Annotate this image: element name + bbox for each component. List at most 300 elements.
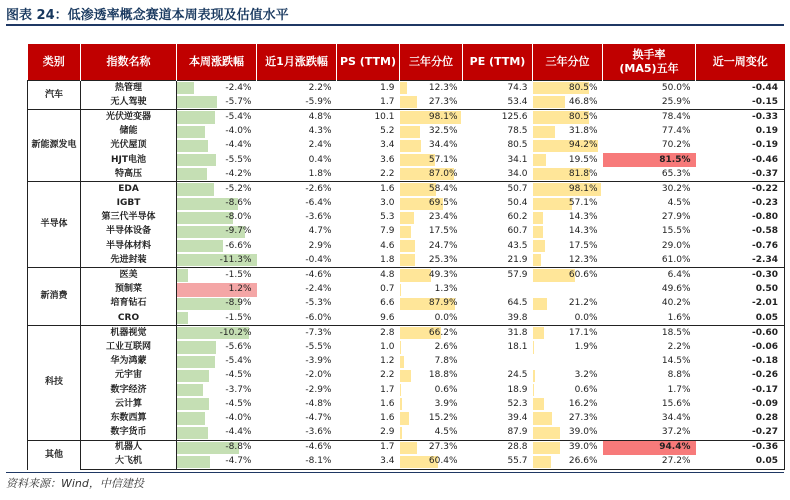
monthly-return-cell: -4.7% [305, 412, 332, 423]
pe-percentile-cell [533, 340, 603, 354]
ps-cell: 1.0 [380, 341, 395, 352]
weekly-return-value: -1.5% [225, 270, 252, 281]
pe-percentile-cell-value: 12.3% [568, 254, 598, 265]
pe-percentile-cell-value: 27.3% [568, 412, 598, 423]
index-name-cell: EDA [81, 182, 177, 197]
weekly-change-cell: -0.36 [696, 440, 785, 455]
monthly-return-cell: -3.9% [305, 356, 332, 367]
ps-percentile-cell-value: 58.4% [428, 183, 458, 194]
chart-title: 图表 24：低渗透率概念赛道本周表现及估值水平 [6, 8, 289, 23]
pe-cell: 31.8 [463, 326, 533, 341]
turnover-cell: 18.5% [603, 326, 696, 341]
ps-cell: 3.4 [337, 455, 400, 470]
pe-percentile-cell-value: 39.0% [568, 427, 598, 438]
weekly-return-value: -5.5% [225, 154, 252, 165]
index-name-cell: CRO [81, 311, 177, 326]
header-weekly: 本周涨跌幅 [177, 44, 257, 81]
header-monthly: 近1月涨跌幅 [257, 44, 337, 81]
ps-percentile-cell-value: 60.4% [428, 456, 458, 467]
monthly-return-cell: 0.4% [308, 154, 332, 165]
table-row [28, 167, 785, 182]
weekly-return-cell [177, 182, 257, 197]
pe-percentile-cell [533, 455, 603, 470]
ps-percentile-cell [400, 383, 463, 397]
pe-percentile-cell [533, 268, 603, 283]
table-row [28, 125, 785, 139]
pe-percentile-cell-bar [533, 212, 543, 224]
weekly-return-cell [177, 125, 257, 139]
pe-cell: 80.5 [507, 140, 528, 151]
ps-percentile-cell-value: 2.6% [434, 341, 458, 352]
weekly-return-bar [177, 412, 205, 424]
table-row [28, 326, 785, 341]
pe-percentile-cell-value: 21.2% [568, 298, 598, 309]
source-rule [6, 472, 784, 473]
ps-percentile-cell [400, 440, 463, 455]
weekly-return-cell [177, 440, 257, 455]
weekly-return-value: -4.7% [225, 456, 252, 467]
weekly-return-cell [177, 326, 257, 341]
weekly-return-cell [177, 167, 257, 182]
pe-percentile-cell-value: 0.6% [574, 384, 598, 395]
weekly-return-value: -10.2% [219, 327, 252, 338]
pe-cell: 60.2 [507, 212, 528, 223]
ps-percentile-cell-bar [400, 240, 416, 252]
pe-percentile-cell [533, 110, 603, 125]
ps-percentile-cell [400, 110, 463, 125]
index-name-cell: 光伏屋顶 [81, 139, 177, 153]
category-cell: 科技 [28, 326, 81, 441]
weekly-return-value: -9.7% [225, 226, 252, 237]
index-name-cell: 医美 [81, 268, 177, 283]
weekly-return-cell [177, 455, 257, 470]
turnover-cell: 65.3% [603, 167, 696, 182]
weekly-return-cell [177, 239, 257, 253]
weekly-return-cell [177, 369, 257, 383]
pe-percentile-cell-value: 0.0% [574, 312, 598, 323]
ps-percentile-cell [400, 397, 463, 411]
pe-percentile-cell-value: 14.3% [568, 226, 598, 237]
turnover-cell: 8.8% [667, 370, 691, 381]
table-row [28, 455, 785, 470]
weekly-return-value: -1.5% [225, 312, 252, 323]
pe-cell: 60.7 [507, 226, 528, 237]
weekly-return-cell [177, 268, 257, 283]
ps-cell: 1.6 [380, 398, 395, 409]
monthly-return-cell: -4.6% [257, 268, 337, 283]
index-name-cell: HJT电池 [81, 153, 177, 167]
pe-percentile-cell [533, 311, 603, 326]
turnover-cell: 40.2% [661, 298, 691, 309]
ps-percentile-cell-value: 32.5% [428, 126, 458, 137]
ps-percentile-cell [400, 455, 463, 470]
turnover-cell: 61.0% [603, 253, 696, 268]
weekly-return-cell [177, 411, 257, 425]
ps-cell: 1.8 [337, 253, 400, 268]
ps-cell: 5.2 [380, 126, 395, 137]
header-turnover: 换手率 (MA5)五年 [603, 44, 696, 81]
monthly-return-cell: 2.2% [257, 81, 337, 96]
weekly-return-bar [177, 183, 214, 195]
monthly-return-cell: -2.6% [257, 182, 337, 197]
ps-percentile-cell [400, 283, 463, 297]
weekly-return-cell [177, 81, 257, 96]
ps-cell: 2.9 [337, 426, 400, 441]
weekly-return-value: -8.8% [225, 442, 252, 453]
pe-percentile-cell [533, 153, 603, 167]
pe-percentile-cell [533, 95, 603, 110]
ps-cell: 3.6 [380, 154, 395, 165]
ps-cell: 2.2 [337, 167, 400, 182]
ps-percentile-cell [400, 297, 463, 311]
weekly-change-cell: 0.28 [696, 411, 785, 425]
pe-percentile-cell [533, 283, 603, 297]
weekly-return-bar [177, 111, 215, 123]
ps-cell: 1.7 [337, 440, 400, 455]
ps-percentile-cell-bar [400, 398, 402, 410]
pe-percentile-cell-value: 94.2% [568, 140, 598, 151]
ps-percentile-cell-value: 49.3% [428, 270, 458, 281]
weekly-return-cell [177, 383, 257, 397]
pe-percentile-cell-value: 17.1% [568, 327, 598, 338]
weekly-change-cell: -0.27 [696, 426, 785, 441]
pe-cell: 52.3 [507, 398, 528, 409]
weekly-return-value: -8.6% [225, 198, 252, 209]
pe-cell: 74.3 [463, 81, 533, 96]
weekly-return-bar [177, 312, 188, 324]
valuation-table [27, 44, 785, 470]
pe-cell: 34.0 [463, 167, 533, 182]
ps-percentile-cell [400, 225, 463, 239]
turnover-cell: 25.9% [603, 95, 696, 110]
weekly-return-cell [177, 355, 257, 369]
pe-cell: 125.6 [463, 110, 533, 125]
category-cell: 半导体 [28, 182, 81, 268]
pe-percentile-cell [533, 125, 603, 139]
table-row [28, 81, 785, 96]
ps-percentile-cell-bar [400, 212, 415, 224]
table-row [28, 340, 785, 354]
pe-percentile-cell [533, 440, 603, 455]
weekly-change-cell: 0.19 [696, 125, 785, 139]
weekly-change-cell: -0.76 [696, 239, 785, 253]
ps-percentile-cell-bar [400, 356, 405, 368]
index-name-cell: 数字经济 [81, 383, 177, 397]
pe-percentile-cell [533, 355, 603, 369]
ps-percentile-cell-value: 4.5% [434, 427, 458, 438]
weekly-return-bar [177, 356, 215, 368]
pe-percentile-cell [533, 225, 603, 239]
pe-percentile-cell-value: 81.8% [568, 168, 598, 179]
weekly-change-cell: -0.15 [696, 95, 785, 110]
pe-percentile-cell-bar [533, 298, 548, 310]
table-row [28, 369, 785, 383]
weekly-return-cell [177, 211, 257, 225]
pe-cell: 43.5 [507, 240, 528, 251]
turnover-cell: 81.5% [603, 153, 696, 167]
ps-percentile-cell-bar [400, 226, 411, 238]
table-row [28, 297, 785, 311]
ps-percentile-cell-value: 66.2% [428, 327, 458, 338]
category-cell: 其他 [28, 440, 81, 469]
header-pe-percentile: 三年分位 [533, 44, 603, 81]
pe-percentile-cell-value: 19.5% [568, 154, 598, 165]
ps-percentile-cell [400, 153, 463, 167]
pe-percentile-cell-bar [533, 126, 555, 138]
weekly-change-cell: -0.06 [696, 340, 785, 354]
index-name-cell: 热管理 [81, 81, 177, 96]
weekly-return-bar [177, 341, 216, 353]
monthly-return-cell: -5.3% [305, 298, 332, 309]
index-name-cell: 元宇宙 [81, 369, 177, 383]
weekly-return-value: -8.0% [225, 212, 252, 223]
turnover-cell: 49.6% [661, 284, 691, 295]
ps-cell: 6.6 [380, 298, 395, 309]
ps-percentile-cell [400, 268, 463, 283]
monthly-return-cell: 4.7% [308, 226, 332, 237]
ps-cell: 3.4 [380, 140, 395, 151]
header-row [28, 44, 785, 81]
pe-percentile-cell-value: 26.6% [568, 456, 598, 467]
monthly-return-cell: -2.4% [305, 284, 332, 295]
pe-percentile-cell-bar [533, 240, 545, 252]
ps-cell: 0.7 [380, 284, 395, 295]
monthly-return-cell: -6.0% [257, 311, 337, 326]
index-name-cell: 储能 [81, 125, 177, 139]
weekly-return-cell [177, 95, 257, 110]
index-name-cell: 半导体材料 [81, 239, 177, 253]
weekly-change-cell: -0.09 [696, 397, 785, 411]
pe-percentile-cell-value: 46.8% [568, 96, 598, 107]
index-name-cell: 机器人 [81, 440, 177, 455]
weekly-return-value: -8.9% [225, 298, 252, 309]
ps-percentile-cell [400, 81, 463, 96]
monthly-return-cell: -4.6% [257, 440, 337, 455]
weekly-return-value: -5.4% [225, 356, 252, 367]
turnover-cell: 29.0% [661, 240, 691, 251]
weekly-change-cell: 0.05 [696, 311, 785, 326]
table-row [28, 355, 785, 369]
pe-percentile-cell [533, 369, 603, 383]
turnover-cell: 78.4% [603, 110, 696, 125]
weekly-return-cell [177, 139, 257, 153]
weekly-return-value: -4.4% [225, 427, 252, 438]
index-name-cell: 数字货币 [81, 426, 177, 441]
pe-percentile-cell-bar [533, 327, 545, 339]
weekly-change-cell: -0.17 [696, 383, 785, 397]
ps-cell: 1.7 [380, 384, 395, 395]
header-pe: PE (TTM) [463, 44, 533, 81]
index-name-cell: 华为鸿蒙 [81, 355, 177, 369]
pe-percentile-cell-bar [533, 341, 534, 353]
table-row [28, 411, 785, 425]
ps-cell: 1.9 [337, 81, 400, 96]
weekly-return-cell [177, 225, 257, 239]
index-name-cell: 无人驾驶 [81, 95, 177, 110]
ps-cell: 10.1 [337, 110, 400, 125]
weekly-return-value: -4.5% [225, 370, 252, 381]
weekly-change-cell: -0.26 [696, 369, 785, 383]
table-row [28, 182, 785, 197]
table-row [28, 95, 785, 110]
index-name-cell: 特高压 [81, 167, 177, 182]
ps-cell: 7.9 [380, 226, 395, 237]
ps-percentile-cell-bar [400, 140, 422, 152]
weekly-change-cell: -0.80 [696, 211, 785, 225]
ps-percentile-cell-bar [400, 269, 431, 281]
monthly-return-cell: 1.8% [257, 167, 337, 182]
turnover-cell: 30.2% [603, 182, 696, 197]
weekly-return-value: 1.2% [228, 284, 252, 295]
weekly-change-cell: -2.34 [696, 253, 785, 268]
ps-percentile-cell-value: 12.3% [428, 82, 458, 93]
ps-percentile-cell [400, 411, 463, 425]
weekly-return-value: -4.0% [225, 126, 252, 137]
turnover-cell: 15.5% [661, 226, 691, 237]
ps-percentile-cell [400, 95, 463, 110]
pe-percentile-cell-value: 3.2% [574, 370, 598, 381]
pe-percentile-cell-bar [533, 442, 560, 454]
turnover-cell: 50.0% [603, 81, 696, 96]
pe-percentile-cell [533, 167, 603, 182]
index-name-cell: 东数西算 [81, 411, 177, 425]
pe-percentile-cell [533, 139, 603, 153]
pe-percentile-cell-bar [533, 96, 566, 108]
header-index-name: 指数名称 [81, 44, 177, 81]
weekly-return-cell [177, 197, 257, 211]
ps-percentile-cell-bar [400, 412, 410, 424]
header-ps-percentile: 三年分位 [400, 44, 463, 81]
ps-cell: 3.0 [380, 198, 395, 209]
weekly-return-bar [177, 140, 208, 152]
ps-percentile-cell-value: 69.5% [428, 198, 458, 209]
weekly-return-value: -5.6% [225, 341, 252, 352]
weekly-change-cell: -0.60 [696, 326, 785, 341]
index-name-cell: 半导体设备 [81, 225, 177, 239]
index-name-cell: 光伏逆变器 [81, 110, 177, 125]
ps-percentile-cell [400, 355, 463, 369]
weekly-return-value: -5.4% [225, 111, 252, 122]
table-row [28, 397, 785, 411]
pe-cell: 50.7 [463, 182, 533, 197]
ps-cell: 1.6 [380, 412, 395, 423]
weekly-change-cell: -0.46 [696, 153, 785, 167]
pe-percentile-cell [533, 211, 603, 225]
weekly-return-value: -4.4% [225, 140, 252, 151]
ps-percentile-cell-bar [400, 442, 417, 454]
pe-percentile-cell-bar [533, 412, 552, 424]
header-category: 类别 [28, 44, 81, 81]
pe-percentile-cell [533, 297, 603, 311]
index-name-cell: IGBT [81, 197, 177, 211]
pe-percentile-cell-bar [533, 427, 560, 439]
pe-percentile-cell-value: 16.2% [568, 398, 598, 409]
pe-cell: 18.9 [507, 384, 528, 395]
weekly-return-value: -3.7% [225, 384, 252, 395]
weekly-return-cell [177, 397, 257, 411]
pe-percentile-cell [533, 397, 603, 411]
weekly-return-value: -5.2% [225, 183, 252, 194]
ps-percentile-cell [400, 239, 463, 253]
pe-percentile-cell [533, 426, 603, 441]
turnover-cell: 27.2% [603, 455, 696, 470]
ps-cell: 2.8 [337, 326, 400, 341]
weekly-return-bar [177, 82, 194, 94]
monthly-return-cell: -4.8% [305, 398, 332, 409]
weekly-return-bar [177, 427, 208, 439]
category-cell: 新消费 [28, 268, 81, 326]
weekly-change-cell: -0.30 [696, 268, 785, 283]
index-name-cell: 云计算 [81, 397, 177, 411]
ps-cell: 4.6 [380, 240, 395, 251]
ps-percentile-cell-value: 98.1% [428, 111, 458, 122]
ps-percentile-cell-bar [400, 96, 417, 108]
weekly-return-cell [177, 297, 257, 311]
ps-percentile-cell-bar [400, 341, 402, 353]
weekly-return-cell [177, 340, 257, 354]
ps-cell: 5.3 [380, 212, 395, 223]
pe-cell: 39.8 [463, 311, 533, 326]
ps-percentile-cell [400, 211, 463, 225]
pe-percentile-cell [533, 253, 603, 268]
pe-cell: 28.8 [463, 440, 533, 455]
table-row [28, 197, 785, 211]
ps-percentile-cell-value: 25.3% [428, 254, 458, 265]
ps-percentile-cell-value: 34.4% [428, 140, 458, 151]
monthly-return-cell: -6.4% [305, 198, 332, 209]
pe-percentile-cell-value: 39.0% [568, 442, 598, 453]
weekly-return-value: -4.2% [225, 168, 252, 179]
weekly-change-cell: -0.19 [696, 139, 785, 153]
ps-percentile-cell [400, 182, 463, 197]
monthly-return-cell: -8.1% [257, 455, 337, 470]
ps-percentile-cell-value: 3.9% [434, 398, 458, 409]
monthly-return-cell: 2.9% [308, 240, 332, 251]
index-name-cell: 先进封装 [81, 253, 177, 268]
weekly-change-cell: -0.22 [696, 182, 785, 197]
ps-percentile-cell-bar [400, 126, 420, 138]
monthly-return-cell: -0.4% [257, 253, 337, 268]
ps-percentile-cell-bar [400, 82, 408, 94]
weekly-return-bar [177, 126, 205, 138]
pe-percentile-cell-bar [533, 254, 542, 266]
pe-cell [463, 355, 533, 369]
ps-percentile-cell-value: 0.6% [434, 384, 458, 395]
weekly-change-cell: -0.58 [696, 225, 785, 239]
ps-percentile-cell-value: 24.7% [428, 240, 458, 251]
weekly-change-cell: -0.37 [696, 167, 785, 182]
weekly-return-value: -6.6% [225, 240, 252, 251]
turnover-cell: 77.4% [661, 126, 691, 137]
pe-percentile-cell [533, 182, 603, 197]
weekly-return-cell [177, 311, 257, 326]
weekly-return-bar [177, 398, 209, 410]
table-body [28, 81, 785, 470]
weekly-return-bar [177, 96, 217, 108]
pe-percentile-cell-value: 17.5% [568, 240, 598, 251]
weekly-return-cell [177, 110, 257, 125]
turnover-cell: 70.2% [661, 140, 691, 151]
ps-percentile-cell-value: 15.2% [428, 412, 458, 423]
monthly-return-cell: -2.9% [305, 384, 332, 395]
weekly-change-cell: -0.33 [696, 110, 785, 125]
monthly-return-cell: 2.4% [308, 140, 332, 151]
index-name-cell: 第三代半导体 [81, 211, 177, 225]
pe-cell: 57.9 [463, 268, 533, 283]
pe-percentile-cell [533, 197, 603, 211]
turnover-cell: 94.4% [603, 440, 696, 455]
pe-cell: 55.7 [463, 455, 533, 470]
